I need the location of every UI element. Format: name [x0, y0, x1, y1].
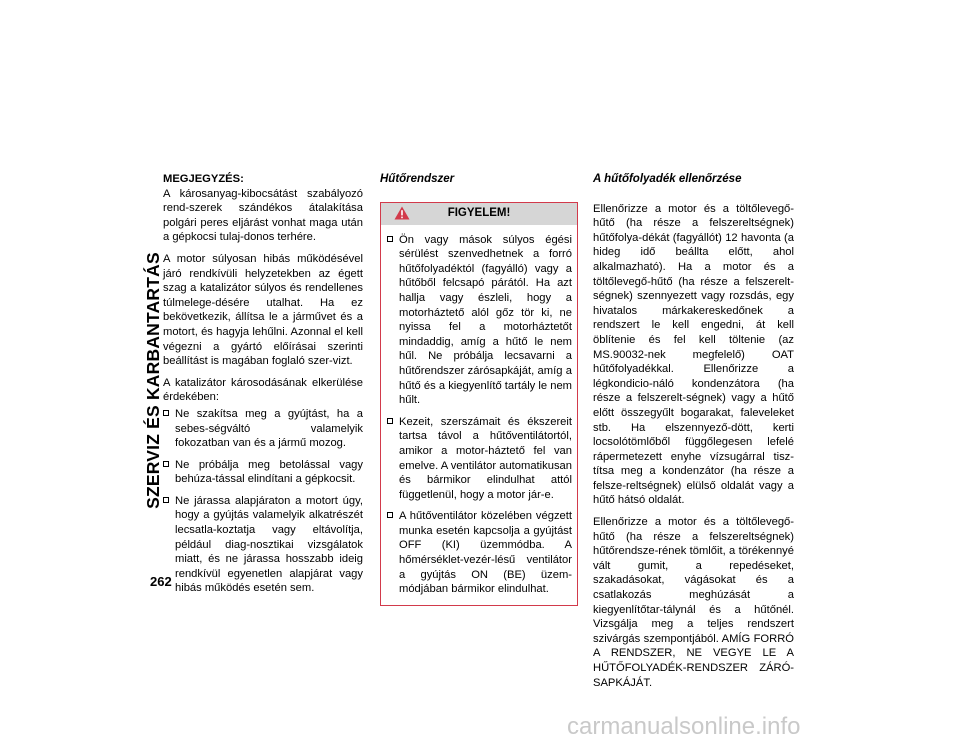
paragraph-hose-check: Ellenőrizze a motor és a töltőlevegő-hűtő (ha része a felszereltségnek) hűtőrendsze-rének tömlőit, a törékennyé vált gumit, a repedéseket, szakadásokat, vágásokat és a csatlakozás meghúzását a kiegyenlítőtar-tálynál és a hűtőnél. Vizsgálja meg a teljes rendszert szivárgás szempontjából. AMÍG FORRÓ A RENDSZER, NE VEGYE LE A HŰTŐFOLYADÉK-RENDSZER ZÁRÓ-SAPKÁJÁT. — [593, 516, 794, 689]
warning-header — [381, 203, 577, 225]
column-right — [593, 172, 794, 697]
warning-box — [380, 202, 578, 606]
list-item: Ön vagy mások súlyos égési sérülést szenvedhetnek a forró hűtőfolyadéktól (fagyálló) vagy a hűtőből felcsapó párától. Ha azt hallja vagy észleli, hogy a motorháztető alól gőz tör ki, ne nyissa fel a motorháztetőt mindaddig, amíg a hűtő le nem hűl. Ne próbálja lecsavarni a hűtőrendszer zárósapkáját, amíg a hűtő és a kiegyenlítő tartály le nem hűlt. — [387, 233, 572, 408]
list-item: Ne járassa alapjáraton a motort úgy, hogy a gyújtás valamelyik alkatrészét lecsatla-koztatja vagy eltávolítja, például diag-nosztikai vizsgálatok miatt, és ne járassa hosszabb ideig rendkívül egyenetlen alapjárat vagy hibás működés esetén sem. — [163, 494, 363, 596]
list-item: Ne szakítsa meg a gyújtást, ha a sebes-ségváltó valamelyik fokozatban van és a jármű mozog. — [163, 407, 363, 451]
cooling-system-heading: Hűtőrendszer — [380, 173, 455, 185]
checkbox-bullet-icon — [163, 497, 169, 503]
paragraph-catalyst-smell: A motor súlyosan hibás működésével járó rendkívüli helyzetekben az égett szag a katalizátor súlyos és rendellenes túlmelege-désére utalhat. Ha ez bekövetkezik, állítsa le a járművet és a motort, és hagyja lehűlni. Azonnal el kell végezni a gyártó előírásai szerinti beállítást is magában foglaló szer-vizt. — [163, 252, 363, 368]
watermark: carmanualsonline.info — [567, 713, 801, 740]
paragraph-coolant-check: Ellenőrizze a motor és a töltőlevegő-hűtő (ha része a felszereltségnek) hűtőfolya-dékát (fagyállót) 12 havonta (a hideg idő beállta előtt, ahol alkalmazható). Ha a motor és a töltőlevegő-hűtő (ha része a felszerelt-ségnek) szennyezett vagy rozsdás, egy hivatalos márkakereskedőnek a rendszert le kell engedni, át kell öblítenie és fel kell töltenie (az MS.90032-nek megfelelő) OAT hűtőfolyadékkal. Ellenőrizze a légkondicio-náló kondenzátora (ha része a felszerelt-ségnek) vagy a hűtő előtt összegyűlt bogarakat, faleveleket stb. Ha elszennyező-dött, kerti locsolótömlőből függőlegesen lefelé rápermetezett enyhe vízsugárral tisz-títsa meg a kondenzátor (ha része a felsze-reltségnek) elülső oldalát vagy a hűtő hátsó oldalát. — [593, 202, 794, 507]
checkbox-bullet-icon — [387, 512, 393, 518]
list-item: Ne próbálja meg betolással vagy behúza-tással elindítani a gépkocsit. — [163, 458, 363, 487]
checkbox-bullet-icon — [163, 410, 169, 416]
checkbox-bullet-icon — [163, 461, 169, 467]
column-left — [163, 172, 363, 603]
catalyst-bullet-list — [163, 407, 363, 596]
warning-body — [381, 225, 577, 605]
section-title-text: SZERVIZ ÉS KARBANTARTÁS — [142, 251, 163, 509]
note-text: A károsanyag-kibocsátást szabályozó rend-szerek szándékos átalakítása polgári peres eljárást vonhat maga után a gépkocsi tulaj-donos terhére. — [163, 187, 363, 244]
page-number: 262 — [150, 574, 172, 589]
warning-label: FIGYELEM! — [447, 207, 511, 220]
checkbox-bullet-icon — [387, 236, 393, 242]
note-heading: MEGJEGYZÉS: — [163, 173, 244, 185]
warning-bullet-list — [387, 233, 572, 597]
warning-triangle-icon — [394, 206, 410, 220]
list-item: Kezeit, szerszámait és ékszereit tartsa távol a hűtőventilátortól, amikor a motor-háztető fel van emelve. A ventilátor automatikusan és bármikor elindulhat attól függetlenül, hogy a motor jár-e. — [387, 415, 572, 503]
list-item: A hűtőventilátor közelében végzett munka esetén kapcsolja a gyújtást OFF (KI) üzemmódba. A hőmérséklet-vezér-lésű ventilátor a gyújtás ON (BE) üzem-módjában bármikor elindulhat. — [387, 509, 572, 597]
coolant-check-heading: A hűtőfolyadék ellenőrzése — [593, 173, 742, 185]
paragraph-catalyst-intro: A katalizátor károsodásának elkerülése érdekében: — [163, 376, 363, 404]
checkbox-bullet-icon — [387, 418, 393, 424]
column-middle — [380, 172, 578, 606]
